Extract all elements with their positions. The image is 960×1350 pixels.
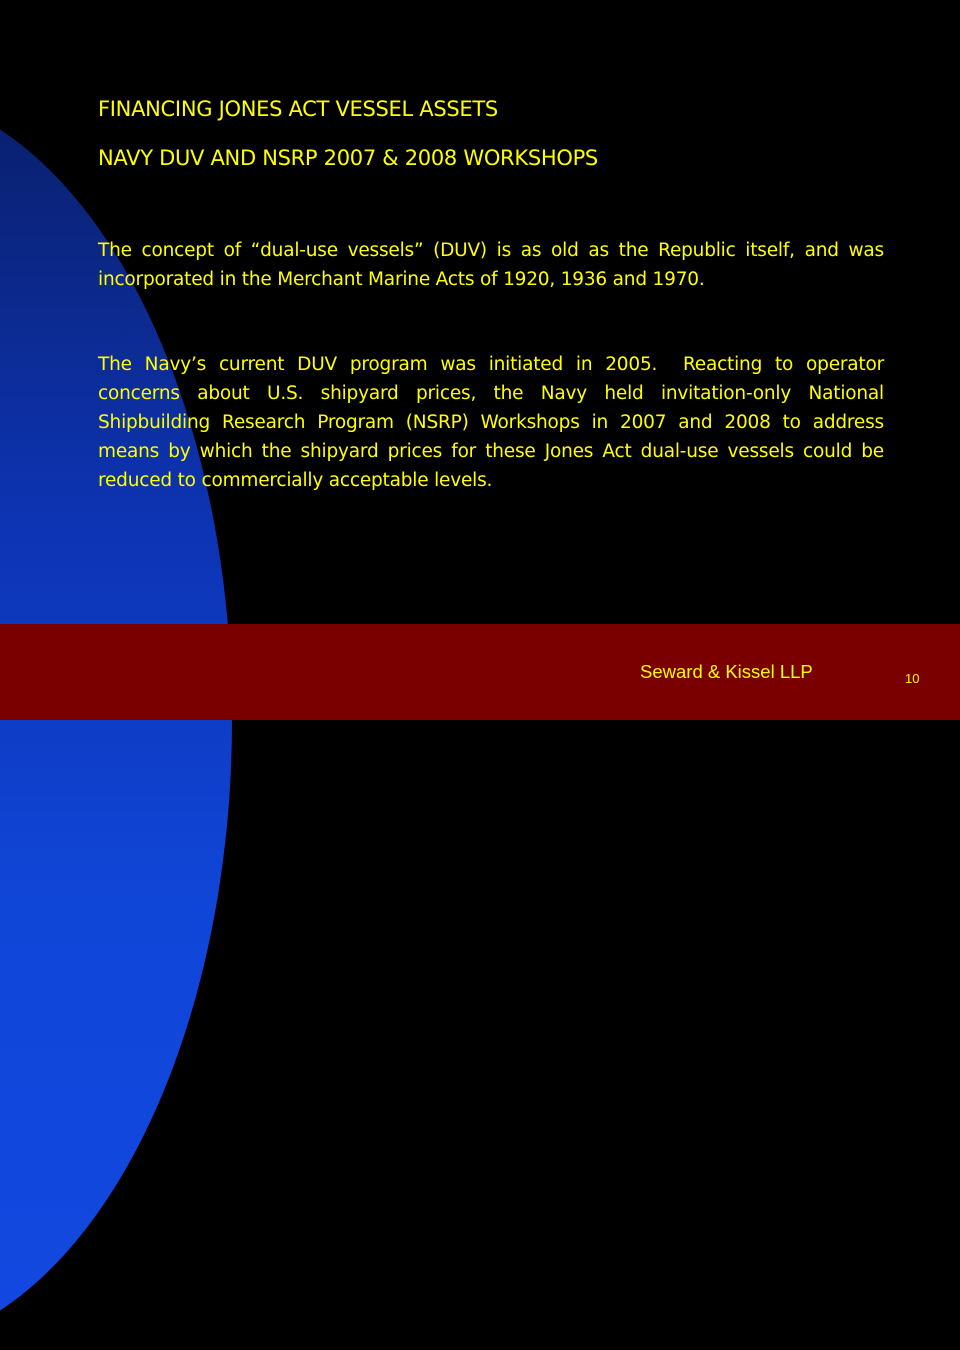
footer-firm-name: Seward & Kissel LLP	[640, 661, 813, 682]
body-paragraph-2: The Navy’s current DUV program was initiated in 2005. Reacting to operator concerns about U.S. shipyard prices, the Navy held invitation-only National Shipbuilding Research Program (NSRP) Workshops in 2007 and 2008 to address means by which the shipyard prices for these Jones Act dual-use vessels could be reduced to commercially acceptable levels.	[98, 354, 884, 491]
red-bottom-band	[0, 624, 960, 720]
slide-title-line-1: FINANCING JONES ACT VESSEL ASSETS	[98, 97, 498, 121]
slide-title-line-2: NAVY DUV AND NSRP 2007 & 2008 WORKSHOPS	[98, 146, 598, 170]
body-paragraph-1: The concept of “dual-use vessels” (DUV) is as old as the Republic itself, and was incorporated in the Merchant Marine Acts of 1920, 1936 and 1970.	[98, 240, 884, 290]
page-number: 10	[905, 671, 920, 686]
